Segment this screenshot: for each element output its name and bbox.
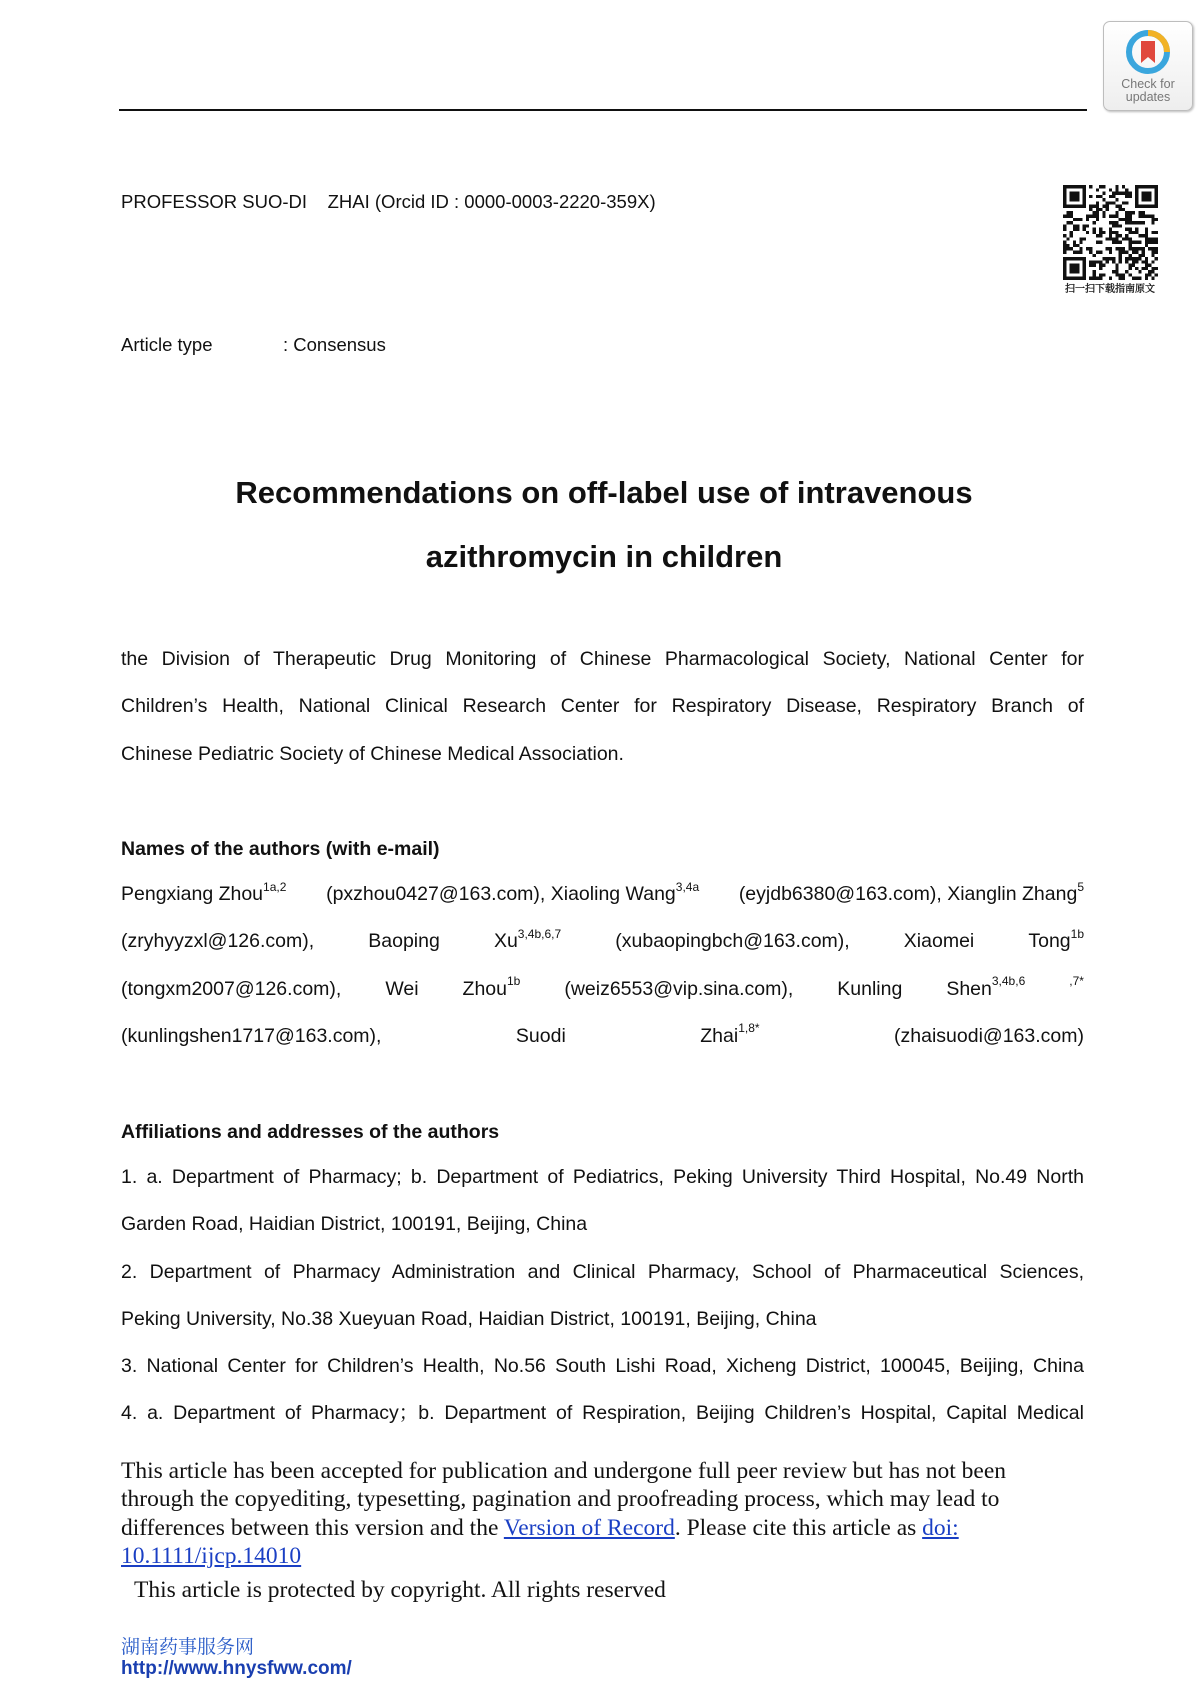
authors-heading: Names of the authors (with e-mail)	[121, 838, 440, 860]
affiliations-heading: Affiliations and addresses of the authors	[121, 1121, 500, 1143]
article-type-label: Article type	[121, 334, 213, 355]
affiliation-1-line-1: 1. a. Department of Pharmacy; b. Department of Pediatrics, Peking University Third Hospital, No.49 North	[121, 1166, 1084, 1188]
crossmark-icon	[1125, 29, 1171, 75]
affiliation-4-line-1: 4. a. Department of Pharmacy；b. Department of Respiration, Beijing Children’s Hospital, Capital Medical	[121, 1402, 1084, 1425]
header-rule	[119, 109, 1087, 111]
badge-label: Check for updates	[1121, 77, 1175, 104]
affiliation-2-line-1: 2. Department of Pharmacy Administration and Clinical Pharmacy, School of Pharmaceutical Sciences,	[121, 1260, 1084, 1283]
authors-line-4: (kunlingshen1717@163.com), Suodi Zhai$^{1,8*}$ (zhaisuodi@163.com)	[121, 1021, 1084, 1047]
article-type-value: : Consensus	[283, 334, 386, 355]
title-line-1: Recommendations on off-label use of intravenous	[235, 475, 973, 510]
doi-link-part-1[interactable]: doi:	[922, 1514, 959, 1541]
authors-line-3: (tongxm2007@126.com), Wei Zhou$^{1b}$ (weiz6553@vip.sina.com), Kunling Shen$^{3,4b,6}$ $^{,7*}$	[121, 974, 1084, 1000]
title-line-2: azithromycin in children	[425, 539, 783, 574]
article-title	[120, 461, 1088, 589]
doi-link-part-2[interactable]: 10.1111/ijcp.14010	[121, 1543, 302, 1570]
affiliations-list	[121, 1154, 1084, 1438]
acceptance-notice: This article has been accepted for publication and undergone full peer review but has not been through the copyediting, typesetting, pagination and proofreading process, which may lead to differences between this version and the Version of Record. Please cite this article as doi: 10.1111/ijcp.14010	[121, 1458, 1007, 1570]
division-line-3: Chinese Pediatric Society of Chinese Medical Association.	[121, 742, 624, 765]
watermark-site-name: 湖南药事服务网	[121, 1637, 255, 1658]
affiliation-2-line-2: Peking University, No.38 Xueyuan Road, Haidian District, 100191, Beijing, China	[121, 1307, 817, 1330]
division-paragraph	[121, 636, 1084, 778]
corresponding-author-line: PROFESSOR SUO-DI ZHAI (Orcid ID : 0000-0003-2220-359X)	[121, 191, 656, 212]
division-line-1: the Division of Therapeutic Drug Monitoring of Chinese Pharmacological Society, National Center for	[121, 648, 1084, 670]
affiliation-1-line-2: Garden Road, Haidian District, 100191, Beijing, China	[121, 1213, 588, 1236]
authors-line-1: Pengxiang Zhou$^{1a,2}$ (pxzhou0427@163.com), Xiaoling Wang$^{3,4a}$ (eyjdb6380@163.com), Xianglin Zhang$^5$	[121, 879, 1084, 905]
affiliation-3-line-1: 3. National Center for Children’s Health, No.56 South Lishi Road, Xicheng District, 100045, Beijing, China	[121, 1355, 1084, 1378]
qr-code[interactable]	[1063, 185, 1158, 280]
authors-list	[121, 871, 1084, 1060]
authors-line-2: (zryhyyzxl@126.com), Baoping $Xu^{3,4b,6,7}$ (xubaopingbch@163.com), Xiaomei Tong$^{1b}$	[121, 926, 1084, 953]
division-line-2: Children’s Health, National Clinical Research Center for Respiratory Disease, Respiratory Branch of	[121, 695, 1084, 718]
version-of-record-link[interactable]: Version of Record	[503, 1514, 675, 1541]
check-for-updates-badge[interactable]	[1103, 21, 1193, 111]
watermark-url[interactable]: http://www.hnysfww.com/	[121, 1658, 352, 1679]
copyright-notice: This article is protected by copyright. All rights reserved	[134, 1577, 666, 1603]
qr-caption: 扫一扫下载指南原文	[1065, 284, 1155, 295]
